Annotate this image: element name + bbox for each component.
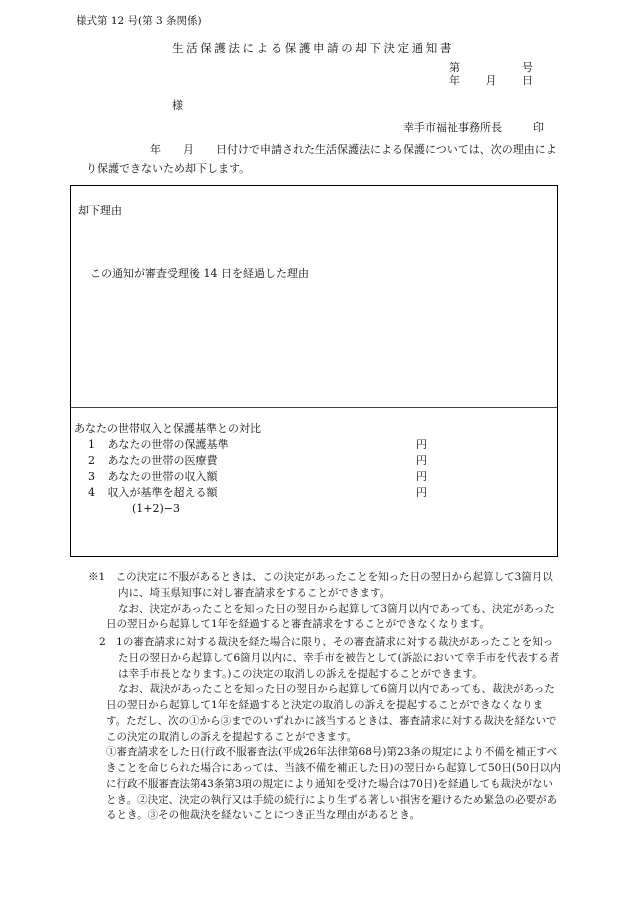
date-year: 年 xyxy=(449,74,460,87)
comparison-heading: あなたの世帯収入と保護基準との対比 xyxy=(74,422,261,435)
comparison-row xyxy=(88,437,229,453)
number-suffix: 号 xyxy=(522,61,533,74)
number-prefix: 第 xyxy=(449,61,460,74)
issue-date xyxy=(449,73,533,89)
document-title: 生活保護法による保護申請の却下決定通知書 xyxy=(172,41,454,55)
comparison-row xyxy=(88,453,218,469)
row-unit: 円 xyxy=(416,454,427,467)
note-1-supplement: なお、決定があったことを知った日の翌日から起算して3箇月以内であっても、決定があった日の翌日から起算して1年を経過すると審査請求をすることができなくなります。 xyxy=(106,602,555,631)
row-number: 2 xyxy=(88,454,95,467)
row-label: あなたの世帯の保護基準 xyxy=(107,438,229,451)
row-label: 収入が基準を超える額 xyxy=(107,486,218,499)
row-label: あなたの世帯の収入額 xyxy=(107,470,218,483)
row-number: 4 xyxy=(88,486,95,499)
addressee: 様 xyxy=(172,99,183,112)
issuer-name: 幸手市福祉事務所長 xyxy=(403,121,502,134)
decision-box xyxy=(70,185,558,557)
note-1: ※1 この決定に不服があるときは、この決定があったことを知った日の翌日から起算して3箇月以内に、埼玉県知事に対し審査請求をすることができます。 xyxy=(88,571,553,599)
note-2-supplement: なお、裁決があったことを知った日の翌日から起算して6箇月以内であっても、裁決があった日の翌日から起算して1年を経過すると決定の取消しの訴えを提起することができなくなります。ただし、次の①から③までのいずれかに該当するときは、審査請求に対する裁決を経ないでこの決定の取消しの訴えを提起することができます。 xyxy=(106,683,557,743)
row-number: 1 xyxy=(88,438,95,451)
notes-section xyxy=(88,570,562,824)
date-month: 月 xyxy=(485,74,497,87)
form-number-label: 様式第 12 号(第 3 条関係) xyxy=(76,15,202,27)
row-unit: 円 xyxy=(416,486,427,499)
seal-mark: 印 xyxy=(533,121,544,134)
reason-heading: 却下理由 xyxy=(78,204,122,217)
note-2: 2 1の審査請求に対する裁決を経た場合に限り、その審査請求に対する裁決があったことを知った日の翌日から起算して6箇月以内に、幸手市を被告として(訴訟において幸手市を代表する者は幸手市長となります。)この決定の取消しの訴えを提起することができます。 xyxy=(99,636,560,680)
note-2-conditions: ①審査請求をした日(行政不服審査法(平成26年法律第68号)第23条の規定により不備を補正すべきことを命じられた場合にあっては、当該不備を補正した日)の翌日から起算して50日(50日以内に行政不服審査法第43条第3項の規定により通知を受けた場合は70日)を経過しても裁決がないとき。②決定、決定の執行又は手続の続行により生ずる著しい損害を避けるため緊急の必要があるとき。③その他裁決を経ないことにつき正当な理由があるとき。 xyxy=(106,746,561,822)
reason-text: この通知が審査受理後 14 日を経過した理由 xyxy=(90,267,309,280)
row-number: 3 xyxy=(88,470,95,483)
row-unit: 円 xyxy=(416,438,427,451)
comparison-row xyxy=(88,469,218,485)
excess-formula: (1+2)−3 xyxy=(132,502,181,515)
row-label: あなたの世帯の医療費 xyxy=(107,454,218,467)
comparison-row xyxy=(88,485,218,501)
intro-paragraph: 年 月 日付けで申請された生活保護法による保護については、次の理由により保護できないため却下します。 xyxy=(86,143,557,175)
date-day: 日 xyxy=(522,74,533,87)
box-divider xyxy=(71,407,557,408)
row-unit: 円 xyxy=(416,470,427,483)
